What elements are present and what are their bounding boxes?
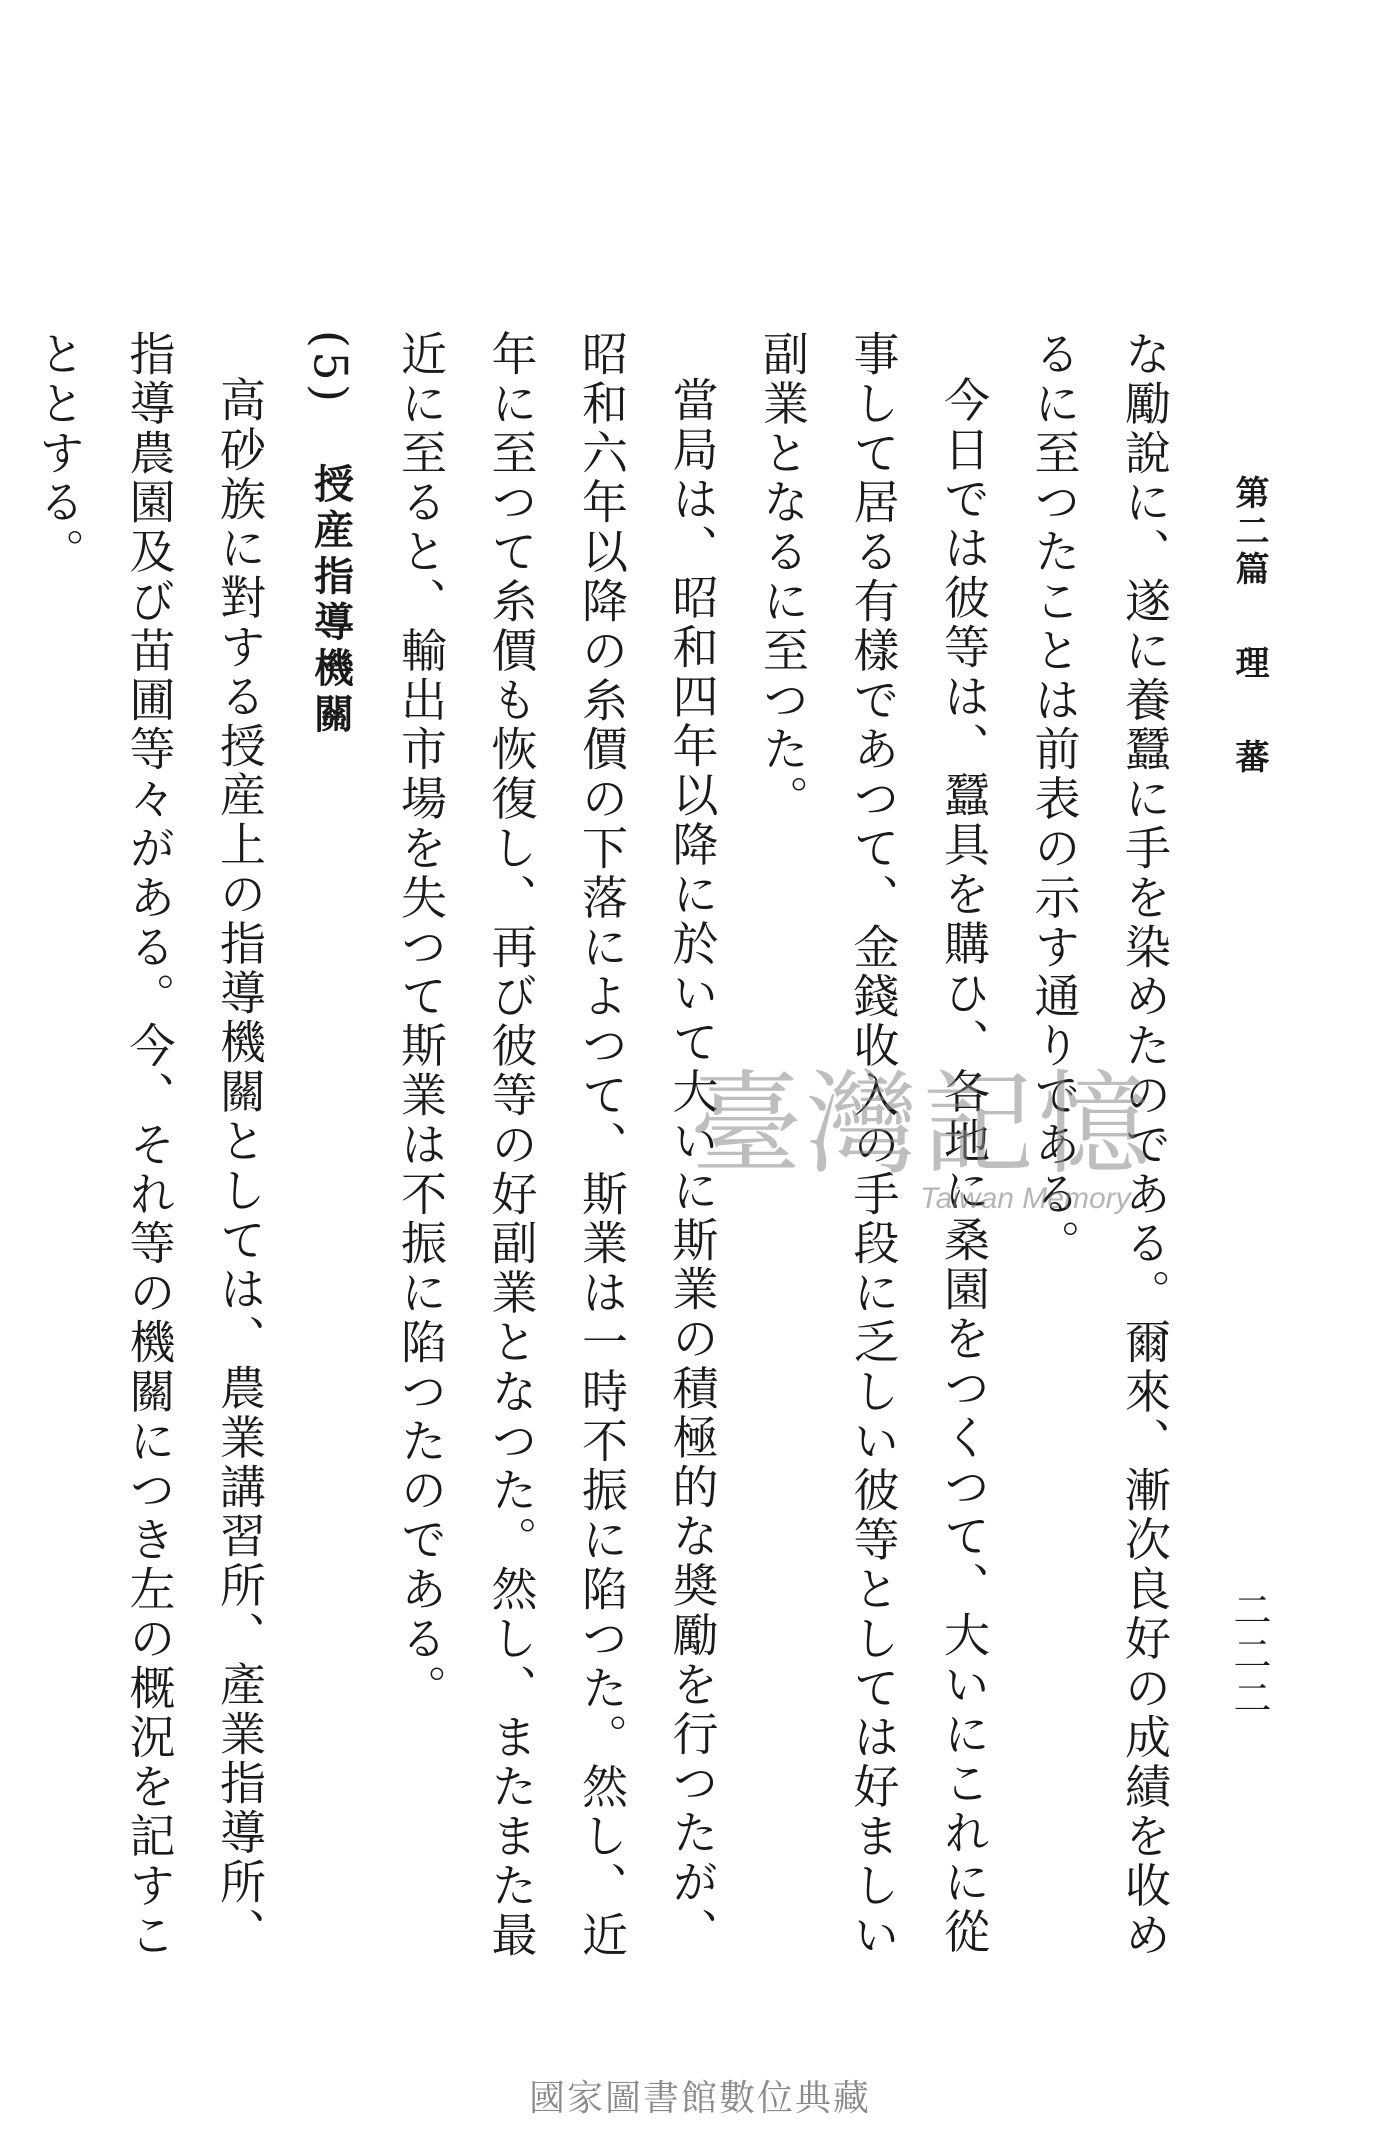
watermark-cjk: 臺灣記憶 — [690, 1060, 1154, 1190]
watermark-latin: Taiwan Memory — [920, 1182, 1131, 1215]
body-text — [32, 330, 1190, 1970]
running-head-title-1: 理 — [1229, 645, 1269, 683]
paragraph-4: 高砂族に對する授産上の指導機關としては、農業講習所、產業指導所、指導農園及び苗圃等々がある。今、それ等の機關につき左の概況を記すこととする。 — [32, 330, 267, 1961]
running-head — [1225, 475, 1273, 777]
running-head-title-2: 蕃 — [1229, 739, 1269, 777]
paragraph-2: 今日では彼等は、蠶具を購ひ、各地に桑園をつくつて、大いにこれに從事して居る有樣であつて、金錢收入の手段に乏しい彼等としては好ましい副業となるに至つた。 — [756, 330, 991, 1961]
running-head-section: 第二篇 — [1229, 475, 1269, 589]
footer-caption: 國家圖書館數位典藏 — [528, 2078, 871, 2119]
paragraph-1: な勵說に、遂に養蠶に手を染めたのである。爾來、漸次良好の成績を收めるに至つたことは前表の示す通りである。 — [1027, 330, 1172, 1961]
section-heading-title: 授産指導機關 — [307, 463, 354, 740]
section-heading-number: (5) — [303, 330, 358, 406]
paragraph-3: 當局は、昭和四年以降に於いて大いに斯業の積極的な奬勵を行つたが、昭和六年以降の糸價の下落によつて、斯業は一時不振に陷つた。然し、近年に至つて糸價も恢復し、再び彼等の好副業となつた。然し、またまた最近に至ると、輸出市場を失つて斯業は不振に陷つたのである。 — [394, 330, 720, 1961]
section-heading — [285, 330, 376, 1970]
page-number: 二二二 — [1227, 1590, 1271, 1722]
